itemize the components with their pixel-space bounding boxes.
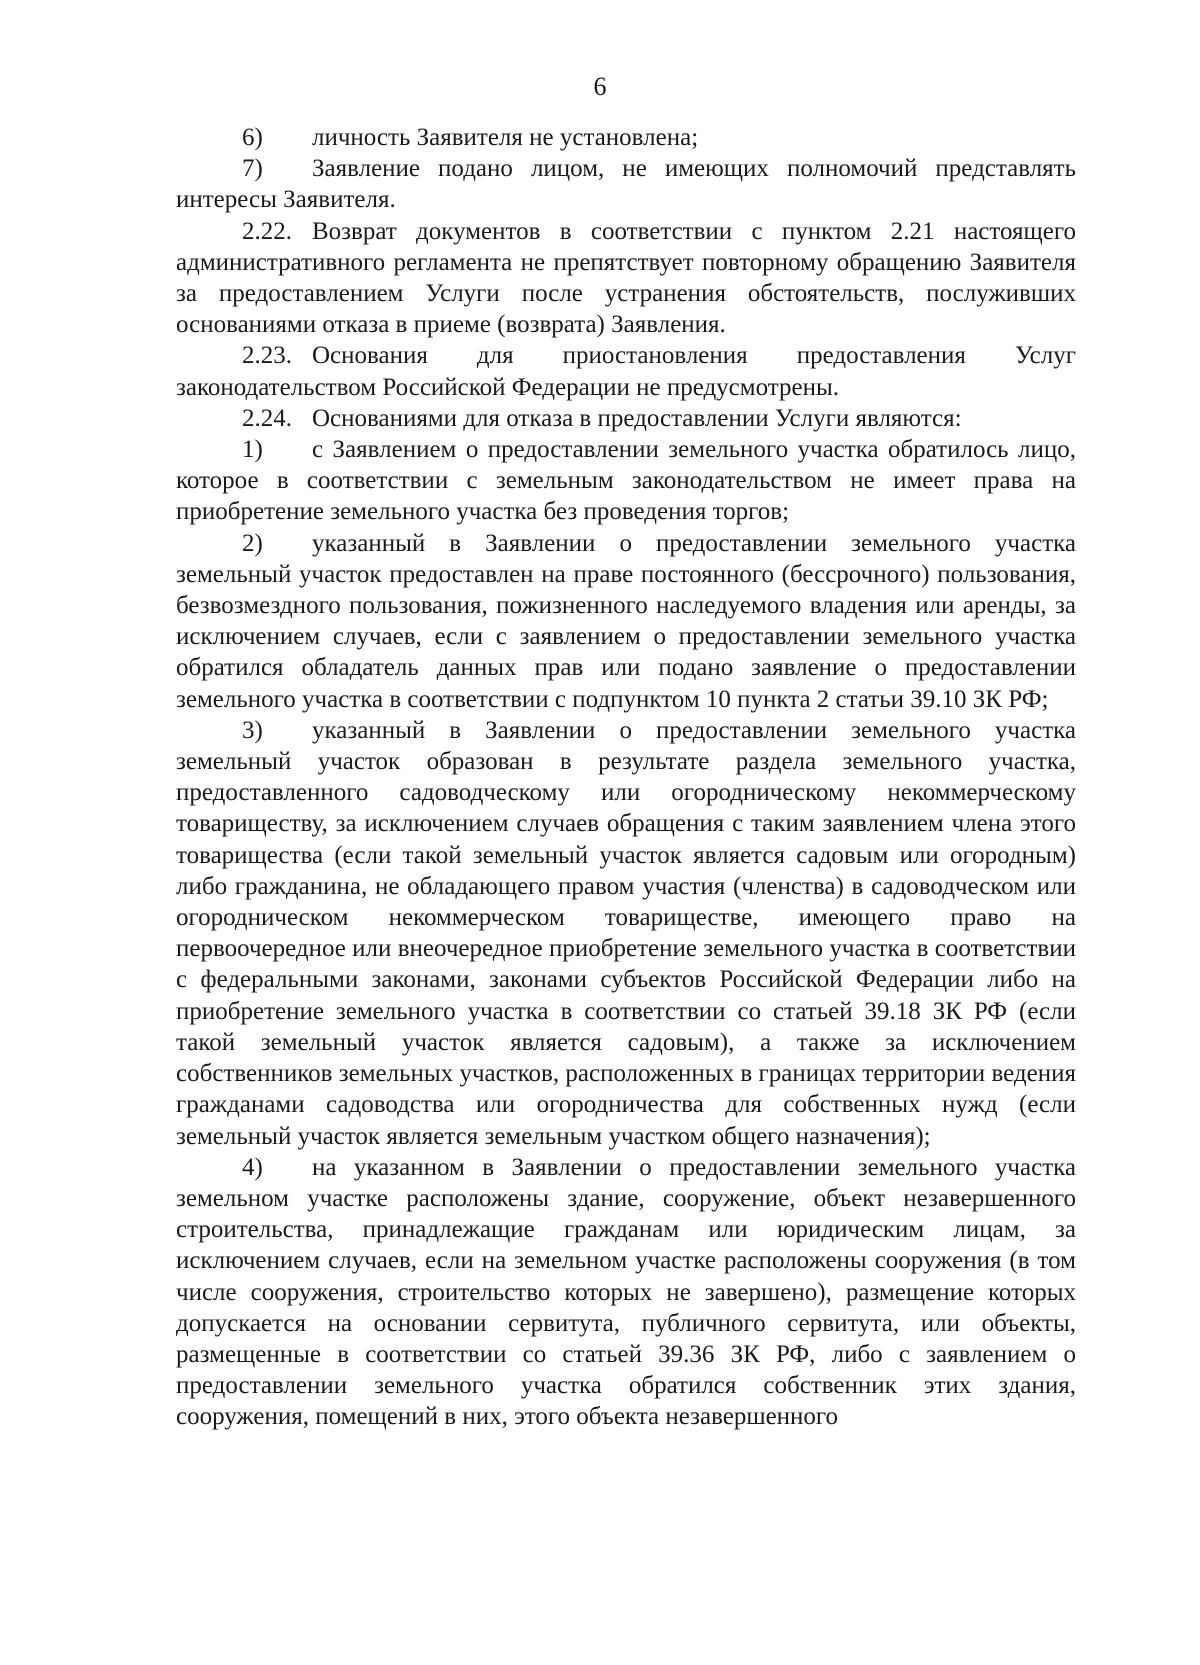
paragraph-text: Возврат документов в соответствии с пунктом 2.21 настоящего административного регламента не препятствует повторному обращению Заявителя за предоставлением Услуги после устранения обстоятельств, послуживших основаниями отказа в приеме (возврата) Заявления. [176,217,1076,339]
item-number: 7) [242,155,263,183]
paragraph-text: указанный в Заявлении о предоставлении земельного участка земельный участок образован в результате раздела земельного участка, предоставленного садоводческому или огородническому некоммерческому товариществу, за исключением случаев обращения с таким заявлением члена этого товарищества (если такой земельный участок является садовым или огородным) либо гражданина, не обладающего правом участия (членства) в садоводческом или огородническом некоммерческом товариществе, имеющего право на первоочередное или внеочередное приобретение земельного участка в соответствии с федеральными законами, законами субъектов Российской Федерации либо на приобретение земельного участка в соответствии со статьей 39.18 ЗК РФ (если такой земельный участок является садовым), а также за исключением собственников земельных участков, расположенных в границах территории ведения гражданами садоводства или огородничества для собственных нужд (если земельный участок является земельным участком общего назначения); [176,716,1076,1150]
paragraph-text: на указанном в Заявлении о предоставлении земельного участка земельном участке расположены здание, сооружение, объект незавершенного строительства, принадлежащие гражданам или юридическим лицам, за исключением случаев, если на земельном участке расположены сооружения (в том числе сооружения, строительство которых не завершено), размещение которых допускается на основании сервитута, публичного сервитута, или объекты, размещенные в соответствии со статьей 39.36 ЗК РФ, либо с заявлением о предоставлении земельного участка обратился собственник этих здания, сооружения, помещений в них, этого объекта незавершенного [176,1153,1076,1431]
paragraph-item-4 [176,1152,1076,1433]
paragraph-2-24 [176,403,1076,434]
paragraph-text: личность Заявителя не установлена; [312,124,699,151]
paragraph-item-7 [176,153,1076,215]
item-number: 3) [242,716,263,744]
paragraph-item-6 [176,122,1076,153]
paragraph-text: Заявление подано лицом, не имеющих полномочий представлять интересы Заявителя. [176,155,1076,214]
item-number: 2.23. [242,342,292,370]
paragraph-text: Основания для приостановления предоставления Услуг законодательством Российской Федерации не предусмотрены. [176,342,1076,401]
paragraph-2-23 [176,340,1076,402]
page-number: 6 [593,72,607,101]
item-number: 1) [242,436,263,464]
paragraph-item-3 [176,715,1076,1152]
item-number: 6) [242,124,263,151]
paragraph-text: с Заявлением о предоставлении земельного участка обратилось лицо, которое в соответствии с земельным законодательством не имеет права на приобретение земельного участка без проведения торгов; [176,436,1076,526]
paragraph-text: Основаниями для отказа в предоставлении Услуги являются: [312,404,962,432]
paragraph-item-2 [176,528,1076,715]
item-number: 2) [242,529,263,557]
document-body [176,122,1076,1433]
item-number: 4) [242,1153,263,1181]
paragraph-item-1 [176,434,1076,528]
paragraph-text: указанный в Заявлении о предоставлении земельного участка земельный участок предоставлен на праве постоянного (бессрочного) пользования, безвозмездного пользования, пожизненного наследуемого владения или аренды, за исключением случаев, если с заявлением о предоставлении земельного участка обратился обладатель данных прав или подано заявление о предоставлении земельного участка в соответствии с подпунктом 10 пункта 2 статьи 39.10 ЗК РФ; [176,529,1076,713]
item-number: 2.22. [242,217,292,245]
paragraph-2-22 [176,216,1076,341]
item-number: 2.24. [242,404,292,432]
